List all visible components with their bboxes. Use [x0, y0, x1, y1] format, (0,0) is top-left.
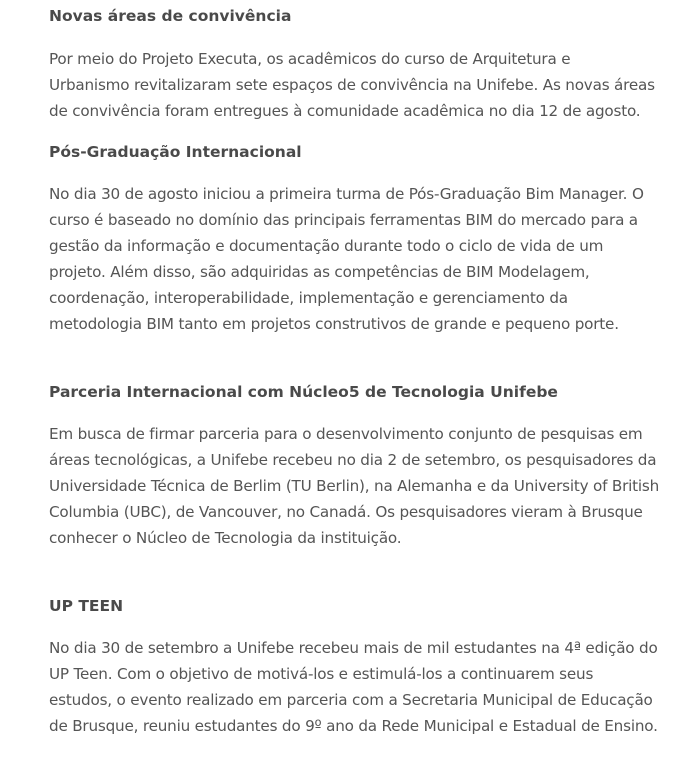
section-title-novas-areas: Novas áreas de convivência [49, 7, 292, 25]
paragraph-line: No dia 30 de agosto iniciou a primeira turma de Pós-Graduação Bim Manager. O [49, 185, 644, 203]
paragraph-line: coordenação, interoperabilidade, implementação e gerenciamento da [49, 289, 568, 307]
section-paragraph-novas-areas [49, 46, 655, 124]
paragraph-line: projeto. Além disso, são adquiridas as competências de BIM Modelagem, [49, 263, 590, 281]
paragraph-line: No dia 30 de setembro a Unifebe recebeu mais de mil estudantes na 4ª edição do [49, 639, 658, 657]
paragraph-line: Columbia (UBC), de Vancouver, no Canadá. Os pesquisadores vieram à Brusque [49, 503, 643, 521]
section-paragraph-up-teen [49, 635, 658, 739]
section-title-pos-graduacao: Pós-Graduação Internacional [49, 143, 302, 161]
paragraph-line: estudos, o evento realizado em parceria com a Secretaria Municipal de Educação [49, 691, 653, 709]
paragraph-line: de convivência foram entregues à comunidade acadêmica no dia 12 de agosto. [49, 102, 641, 120]
paragraph-line: Em busca de firmar parceria para o desenvolvimento conjunto de pesquisas em [49, 425, 643, 443]
paragraph-line: UP Teen. Com o objetivo de motivá-los e estimulá-los a continuarem seus [49, 665, 594, 683]
paragraph-line: metodologia BIM tanto em projetos construtivos de grande e pequeno porte. [49, 315, 619, 333]
paragraph-line: conhecer o Núcleo de Tecnologia da instituição. [49, 529, 402, 547]
section-paragraph-pos-graduacao [49, 181, 644, 337]
paragraph-line: áreas tecnológicas, a Unifebe recebeu no dia 2 de setembro, os pesquisadores da [49, 451, 657, 469]
section-title-up-teen: UP TEEN [49, 597, 124, 615]
paragraph-line: curso é baseado no domínio das principais ferramentas BIM do mercado para a [49, 211, 638, 229]
paragraph-line: Urbanismo revitalizaram sete espaços de convivência na Unifebe. As novas áreas [49, 76, 655, 94]
paragraph-line: de Brusque, reuniu estudantes do 9º ano da Rede Municipal e Estadual de Ensino. [49, 717, 658, 735]
section-title-parceria-internacional: Parceria Internacional com Núcleo5 de Tecnologia Unifebe [49, 383, 558, 401]
paragraph-line: Por meio do Projeto Executa, os acadêmicos do curso de Arquitetura e [49, 50, 571, 68]
section-paragraph-parceria-internacional [49, 421, 659, 551]
paragraph-line: gestão da informação e documentação durante todo o ciclo de vida de um [49, 237, 604, 255]
paragraph-line: Universidade Técnica de Berlim (TU Berlin), na Alemanha e da University of British [49, 477, 660, 495]
